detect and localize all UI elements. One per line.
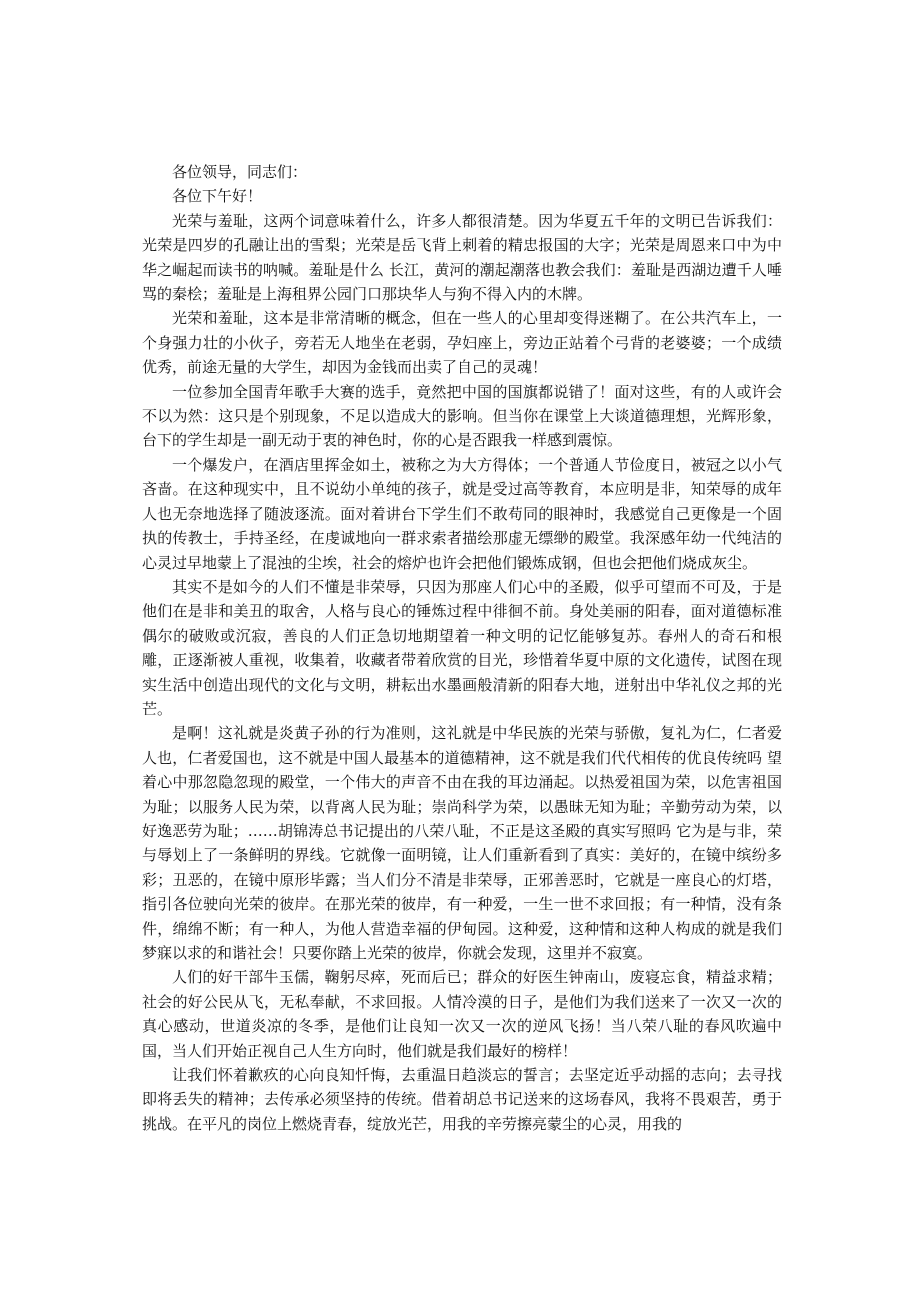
paragraph-eight-honors: 是啊！这礼就是炎黄子孙的行为准则，这礼就是中华民族的光荣与骄傲，复礼为仁，仁者爱人也，仁者爱国也，这不就是中国人最基本的道德精神，这不就是我们代代相传的优良传统吗 望着心中那忽隐忽现的殿堂，一个伟大的声音不由在我的耳边涌起。以热爱祖国为荣，以危害祖国为耻；以服务人民为荣，以背离人民为耻；崇尚科学为荣，以愚昧无知为耻；辛勤劳动为荣，以好逸恶劳为耻；……胡锦涛总书记提出的八荣八耻，不正是这圣殿的真实写照吗 它为是与非，荣与辱划上了一条鲜明的界线。它就像一面明镜，让人们重新看到了真实：美好的，在镜中缤纷多彩；丑恶的，在镜中原形毕露；当人们分不清是非荣辱，正邪善恶时，它就是一座良心的灯塔，指引各位驶向光荣的彼岸。在那光荣的彼岸，有一种爱，一生一世不求回报；有一种情，没有条件，绵绵不断；有一种人，为他人营造幸福的伊甸园。这种爱，这种情和这种人构成的就是我们梦寐以求的和谐社会！只要你踏上光荣的彼岸，你就会发现，这里并不寂寞。 <box>142 724 782 962</box>
paragraph-social-reality: 一个爆发户，在酒店里挥金如土，被称之为大方得体；一个普通人节俭度日，被冠之以小气吝啬。在这种现实中，且不说幼小单纯的孩子，就是受过高等教育，本应明是非，知荣辱的成年人也无奈地选择了随波逐流。面对着讲台下学生们不敢苟同的眼神时，我感觉自己更像是一个固执的传教士，手持圣经，在虔诚地向一群求索者描绘那虚无缥缈的殿堂。我深感年幼一代纯洁的心灵过早地蒙上了混浊的尘埃，社会的熔炉也许会把他们锻炼成钢，但也会把他们烧成灰尘。 <box>142 455 782 572</box>
paragraph-role-models: 人们的好干部牛玉儒，鞠躬尽瘁，死而后已；群众的好医生钟南山，废寝忘食，精益求精；社会的好公民从飞，无私奉献，不求回报。人情冷漠的日子，是他们为我们送来了一次又一次的真心感动，世道炎凉的冬季，是他们让良知一次又一次的逆风飞扬！当八荣八耻的春风吹遍中国，当人们开始正视自己人生方向时，他们就是我们最好的榜样！ <box>142 968 782 1060</box>
greeting: 各位下午好！ <box>172 187 263 206</box>
paragraph-singer-contest: 一位参加全国青年歌手大赛的选手，竟然把中国的国旗都说错了！面对这些，有的人或许会不以为然：这只是个别现象，不足以造成大的影响。但当你在课堂上大谈道德理想，光辉形象，台下的学生却是一副无动于衷的神色时，你的心是否跟我一样感到震惊。 <box>142 382 782 450</box>
paragraph-sacred-hall: 其实不是如今的人们不懂是非荣辱，只因为那座人们心中的圣殿，似乎可望而不可及，于是他们在是非和美丑的取舍，人格与良心的锤炼过程中徘徊不前。身处美丽的阳春，面对道德标准偶尔的破败或沉寂，善良的人们正急切地期望着一种文明的记忆能够复苏。春州人的奇石和根雕，正逐渐被人重视，收集着，收藏者带着欣赏的目光，珍惜着华夏中原的文化遗传，试图在现实生活中创造出现代的文化与文明，耕耘出水墨画般清新的阳春大地，迸射出中华礼仪之邦的光芒。 <box>142 577 782 718</box>
paragraph-blurred-concepts: 光荣和羞耻，这本是非常清晰的概念，但在一些人的心里却变得迷糊了。在公共汽车上，一个身强力壮的小伙子，旁若无人地坐在老弱，孕妇座上，旁边正站着个弓背的老婆婆；一个成绩优秀，前途无量的大学生，却因为金钱而出卖了自己的灵魂！ <box>142 309 782 377</box>
document-page <box>142 160 782 1136</box>
paragraph-call-to-action: 让我们怀着歉疚的心向良知忏悔，去重温日趋淡忘的誓言；去坚定近乎动摇的志向；去寻找即将丢失的精神；去传承必须坚持的传统。借着胡总书记送来的这场春风，我将不畏艰苦，勇于挑战。在平凡的岗位上燃烧青春，绽放光芒，用我的辛劳擦亮蒙尘的心灵，用我的 <box>142 1066 782 1133</box>
paragraph-honor-and-shame: 光荣与羞耻，这两个词意味着什么，许多人都很清楚。因为华夏五千年的文明已告诉我们：光荣是四岁的孔融让出的雪梨；光荣是岳飞背上刺着的精忠报国的大字；光荣是周恩来口中为中华之崛起而读书的呐喊。羞耻是什么 长江，黄河的潮起潮落也教会我们：羞耻是西湖边遭千人唾骂的秦桧；羞耻是上海租界公园门口那块华人与狗不得入内的木牌。 <box>142 211 782 304</box>
salutation: 各位领导，同志们： <box>172 163 308 181</box>
